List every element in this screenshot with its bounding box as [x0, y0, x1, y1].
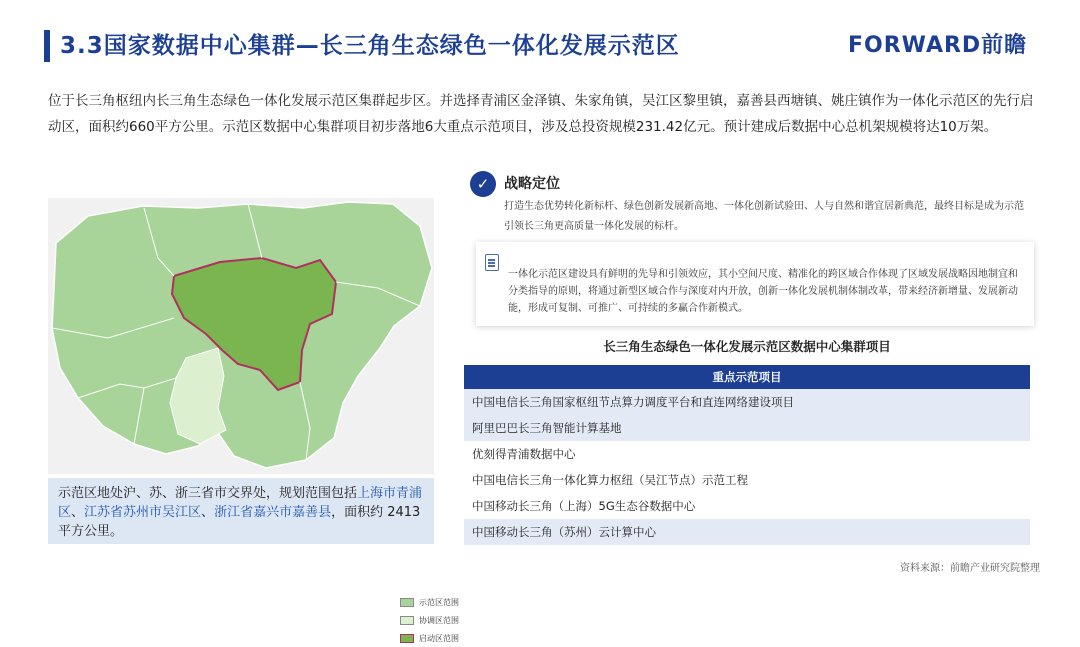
caption-text: 示范区地处沪、苏、浙三省市交界处，规划范围包括	[58, 486, 358, 501]
legend-swatch	[400, 634, 414, 643]
legend-label: 启动区范围	[419, 633, 459, 643]
map-caption	[48, 478, 434, 544]
check-circle-icon: ✓	[470, 171, 496, 197]
table-header: 重点示范项目	[464, 365, 1030, 389]
strategy-text: 打造生态优势转化新标杆、绿色创新发展新高地、一体化创新试验田、人与自然和谐宜居新典范，最终目标是成为示范引领长三角更高质量一体化发展的标杆。	[504, 201, 1024, 232]
table-row: 阿里巴巴长三角智能计算基地	[464, 415, 1030, 441]
note-text: 一体化示范区建设具有鲜明的先导和引领效应，其小空间尺度、精准化的跨区域合作体现了区域发展战略因地制宜和分类指导的原则，将通过新型区域合作与深度对内开放，创新一体化发展机制体制改革，带来经济新增量、发展新动能，形成可复制、可推广、可持续的多赢合作新模式。	[508, 269, 1018, 314]
page-title: 3.3国家数据中心集群—长三角生态绿色一体化发展示范区	[60, 33, 680, 59]
caption-highlight-qingpu: 上海市青浦区	[58, 486, 423, 520]
map-legend	[400, 593, 478, 647]
legend-item	[400, 593, 478, 611]
legend-item	[400, 611, 478, 629]
legend-swatch	[400, 598, 414, 607]
caption-text: ，面积约 2413 平方公里。	[58, 505, 421, 539]
legend-label: 示范区范围	[419, 597, 459, 607]
caption-highlight-wujiang: 江苏省苏州市吴江区	[84, 505, 202, 520]
table-row: 中国电信长三角国家枢纽节点算力调度平台和直连网络建设项目	[464, 389, 1030, 415]
source-note: 资料来源：前瞻产业研究院整理	[900, 563, 1040, 574]
projects-table	[464, 365, 1030, 545]
table-title: 长三角生态绿色一体化发展示范区数据中心集群项目	[603, 339, 891, 354]
legend-label: 协调区范围	[419, 615, 459, 625]
table-row: 中国电信长三角一体化算力枢纽（吴江节点）示范工程	[464, 467, 1030, 493]
legend-swatch	[400, 616, 414, 625]
document-icon	[485, 254, 499, 271]
intro-paragraph: 位于长三角枢纽内长三角生态绿色一体化发展示范区集群起步区。并选择青浦区金泽镇、朱家角镇，吴江区黎里镇，嘉善县西塘镇、姚庄镇作为一体化示范区的先行启动区，面积约660平方公里。示范区数据中心集群项目初步落地6大重点示范项目，涉及总投资规模231.42亿元。预计建成后数据中心总机架规模将达10万架。	[48, 93, 1034, 135]
region-map-graphic	[48, 198, 434, 474]
table-row: 中国移动长三角（上海）5G生态谷数据中心	[464, 493, 1030, 519]
legend-item	[400, 629, 478, 647]
brand-logo: FORWARD前瞻	[848, 33, 1028, 58]
strategy-title: 战略定位	[504, 176, 560, 192]
caption-separator: 、	[71, 505, 85, 520]
note-card	[476, 242, 1034, 326]
caption-separator: 、	[201, 505, 215, 520]
caption-highlight-jiashan: 浙江省嘉兴市嘉善县	[214, 505, 332, 520]
title-accent-bar	[44, 30, 50, 62]
table-row: 中国移动长三角（苏州）云计算中心	[464, 519, 1030, 545]
table-row: 优刻得青浦数据中心	[464, 441, 1030, 467]
